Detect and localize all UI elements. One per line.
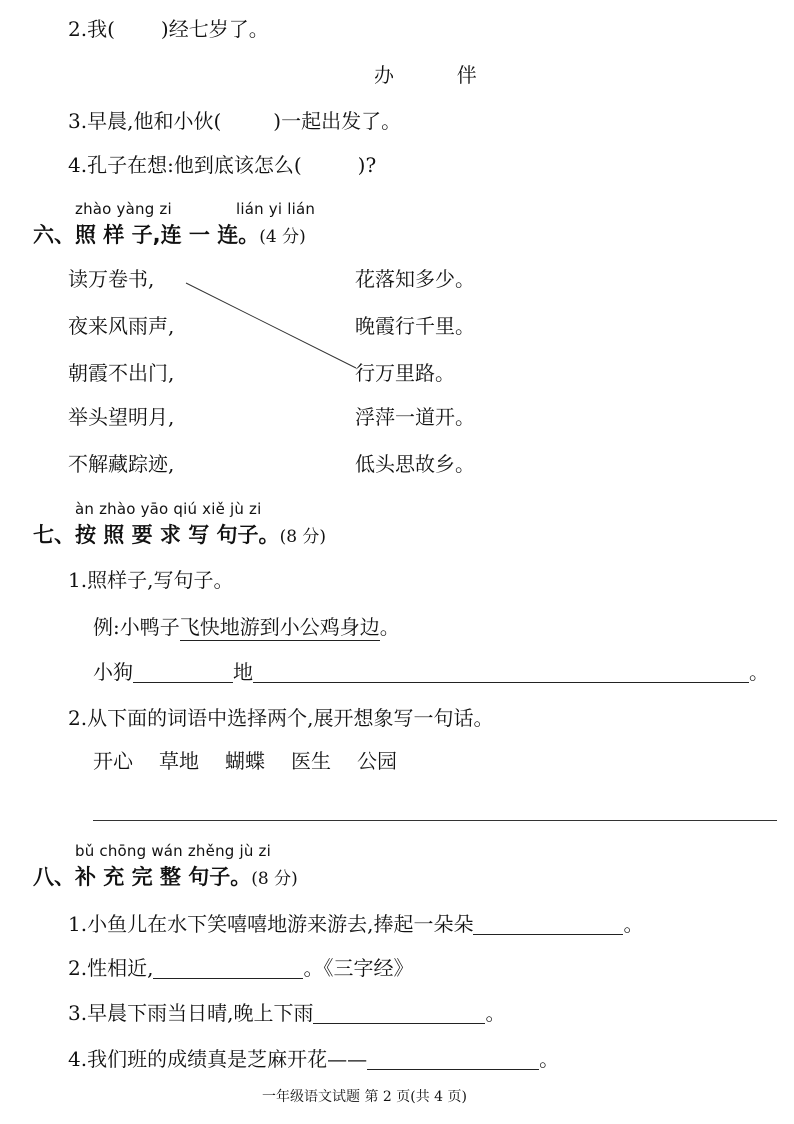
section8-pinyin: bǔ chōng wán zhěng jù zi [75, 842, 271, 860]
question-number: 4. [68, 153, 88, 177]
fill-end: 。 [749, 660, 769, 684]
item-text: 1.小鱼儿在水下笑嘻嘻地游来游去,捧起一朵朵 [68, 912, 474, 936]
item-end: 。 [539, 1047, 560, 1071]
left-item-1[interactable]: 读万卷书, [68, 267, 155, 291]
question-text: 我( [87, 17, 115, 41]
right-item-1[interactable]: 花落知多少。 [355, 267, 475, 291]
question-text: )一起出发了。 [273, 109, 402, 133]
adverb-blank[interactable] [133, 662, 233, 683]
fill-particle: 地 [233, 660, 253, 684]
item-text: 2.性相近, [68, 956, 154, 980]
word-bank-item: 开心 [93, 749, 133, 773]
fill-sentence [93, 659, 769, 685]
section-points: (8 分) [279, 527, 327, 547]
section7-q1: 1.照样子,写句子。 [68, 568, 234, 592]
word-option: 办 [374, 63, 394, 87]
question-text: 孔子在想:他到底该怎么( [87, 153, 302, 177]
answer-blank[interactable] [473, 914, 623, 935]
answer-blank[interactable] [367, 1049, 539, 1070]
word-bank-item: 公园 [357, 749, 397, 773]
section-points: (8 分) [251, 869, 298, 889]
section6-pinyin-b: lián yi lián [236, 200, 316, 218]
section-title: 七、按 照 要 求 写 句子。 [33, 523, 280, 547]
section7-q2: 2.从下面的词语中选择两个,展开想象写一句话。 [68, 706, 494, 730]
question-text: 早晨,他和小伙( [87, 109, 222, 133]
example-sentence [93, 614, 400, 640]
example-underlined-adverb: 飞快地 [179, 615, 240, 639]
example-suffix: 。 [379, 615, 400, 639]
word-option: 伴 [456, 63, 477, 87]
left-item-5[interactable]: 不解藏踪迹, [68, 452, 175, 476]
item-end: 。 [485, 1001, 506, 1025]
item-text: 3.早晨下雨当日晴,晚上下雨 [68, 1001, 314, 1025]
section-title: 八、补 充 完 整 句子。 [33, 865, 252, 889]
item-end: 。《三字经》 [303, 956, 414, 980]
action-blank[interactable] [253, 662, 749, 683]
item-end: 。 [623, 912, 644, 936]
page-footer: 一年级语文试题 第 2 页(共 4 页) [262, 1089, 467, 1105]
word-bank [93, 748, 397, 774]
right-item-5[interactable]: 低头思故乡。 [355, 452, 475, 476]
left-item-3[interactable]: 朝霞不出门, [68, 361, 175, 385]
left-item-2[interactable]: 夜来风雨声, [68, 314, 175, 338]
section8-item-3 [68, 1000, 505, 1026]
section8-item-2 [68, 955, 413, 981]
question-number: 3. [68, 109, 88, 133]
section8-heading [33, 864, 298, 892]
section8-item-1 [68, 911, 643, 937]
answer-blank[interactable] [313, 1003, 485, 1024]
right-item-3[interactable]: 行万里路。 [355, 361, 455, 385]
answer-blank[interactable] [153, 958, 303, 979]
word-bank-item: 医生 [291, 749, 331, 773]
section7-heading [33, 522, 326, 550]
right-item-4[interactable]: 浮萍一道开。 [355, 405, 475, 429]
word-bank-item: 草地 [159, 749, 199, 773]
example-prefix: 例:小鸭子 [93, 615, 180, 639]
section7-pinyin: àn zhào yāo qiú xiě jù zi [75, 500, 262, 518]
right-item-2[interactable]: 晚霞行千里。 [355, 314, 475, 338]
fill-subject: 小狗 [93, 660, 133, 684]
section6-pinyin-a: zhào yàng zi [75, 200, 172, 218]
section-title: 六、照 样 子,连 一 连。 [33, 223, 260, 247]
item-text: 4.我们班的成绩真是芝麻开花—— [68, 1047, 368, 1071]
section8-item-4 [68, 1046, 559, 1072]
question-number: 2. [68, 17, 88, 41]
example-underlined-action: 游到小公鸡身边 [239, 615, 380, 639]
question-text: )? [357, 153, 377, 177]
writing-line[interactable] [93, 820, 777, 821]
section-points: (4 分) [259, 227, 306, 247]
word-bank-item: 蝴蝶 [225, 749, 265, 773]
left-item-4[interactable]: 举头望明月, [68, 405, 175, 429]
question-text: )经七岁了。 [160, 17, 269, 41]
